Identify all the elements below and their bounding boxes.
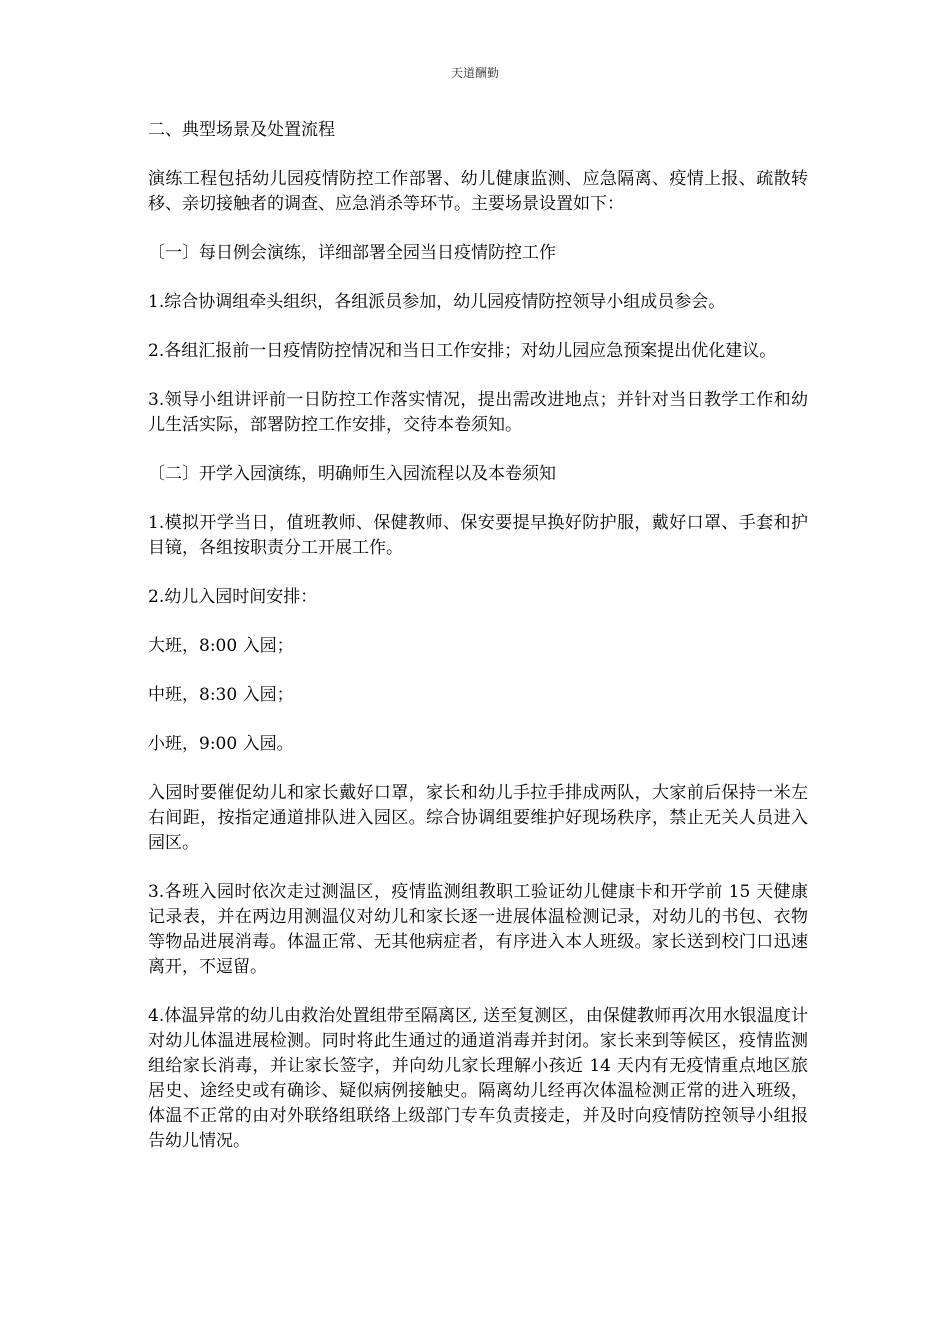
schedule-item: 中班，8:30 入园； <box>148 685 294 705</box>
paragraph: 1.综合协调组牵头组织，各组派员参加，幼儿园疫情防控领导小组成员参会。 <box>148 292 726 312</box>
schedule-item: 小班，9:00 入园。 <box>148 734 294 754</box>
paragraph: 4.体温异常的幼儿由救治处置组带至隔离区, 送至复测区，由保健教师再次用水银温度计对幼儿体温进展检测。同时将此生通过的通道消毒并封闭。家长来到等候区，疫情监测组给家长消毒，并让家长签字，并向幼儿家长理解小孩近 14 天内有无疫情重点地区旅居史、途经史或有确诊、疑似病例接触史。隔离幼儿经再次体温检测正常的进入班级，体温不正常的由对外联络组联络上级部门专车负责接走，并及时向疫情防控领导小组报告幼儿情况。 <box>148 1006 808 1151</box>
paragraph: 1.模拟开学当日，值班教师、保健教师、保安要提早换好防护服，戴好口罩、手套和护目镜，各组按职责分工开展工作。 <box>148 513 808 558</box>
paragraph: 3.各班入园时依次走过测温区，疫情监测组教职工验证幼儿健康卡和开学前 15 天健康记录表，并在两边用测温仪对幼儿和家长逐一进展体温检测记录，对幼儿的书包、衣物等物品进展消毒。体温正常、无其他病症者，有序进入本人班级。家长送到校门口迅速离开，不逗留。 <box>148 882 808 977</box>
schedule-item: 大班，8:00 入园； <box>148 636 294 656</box>
paragraph: 2.各组汇报前一日疫情防控情况和当日工作安排；对幼儿园应急预案提出优化建议。 <box>148 341 777 361</box>
subsection-heading: 〔二〕开学入园演练，明确师生入园流程以及本卷须知 <box>148 464 556 484</box>
paragraph: 入园时要催促幼儿和家长戴好口罩，家长和幼儿手拉手排成两队，大家前后保持一米左右间距，按指定通道排队进入园区。综合协调组要维护好现场秩序，禁止无关人员进入园区。 <box>148 783 808 853</box>
subsection-heading: 〔一〕每日例会演练，详细部署全园当日疫情防控工作 <box>148 243 556 263</box>
document-body <box>148 118 808 1178</box>
page-header: 天道酬勤 <box>450 66 499 80</box>
paragraph: 演练工程包括幼儿园疫情防控工作部署、幼儿健康监测、应急隔离、疫情上报、疏散转移、亲切接触者的调查、应急消杀等环节。主要场景设置如下： <box>148 169 808 214</box>
paragraph: 3.领导小组讲评前一日防控工作落实情况，提出需改进地点；并针对当日教学工作和幼儿生活实际，部署防控工作安排，交待本卷须知。 <box>148 390 808 435</box>
section-heading: 二、典型场景及处置流程 <box>148 120 335 140</box>
paragraph: 2.幼儿入园时间安排： <box>148 587 318 607</box>
